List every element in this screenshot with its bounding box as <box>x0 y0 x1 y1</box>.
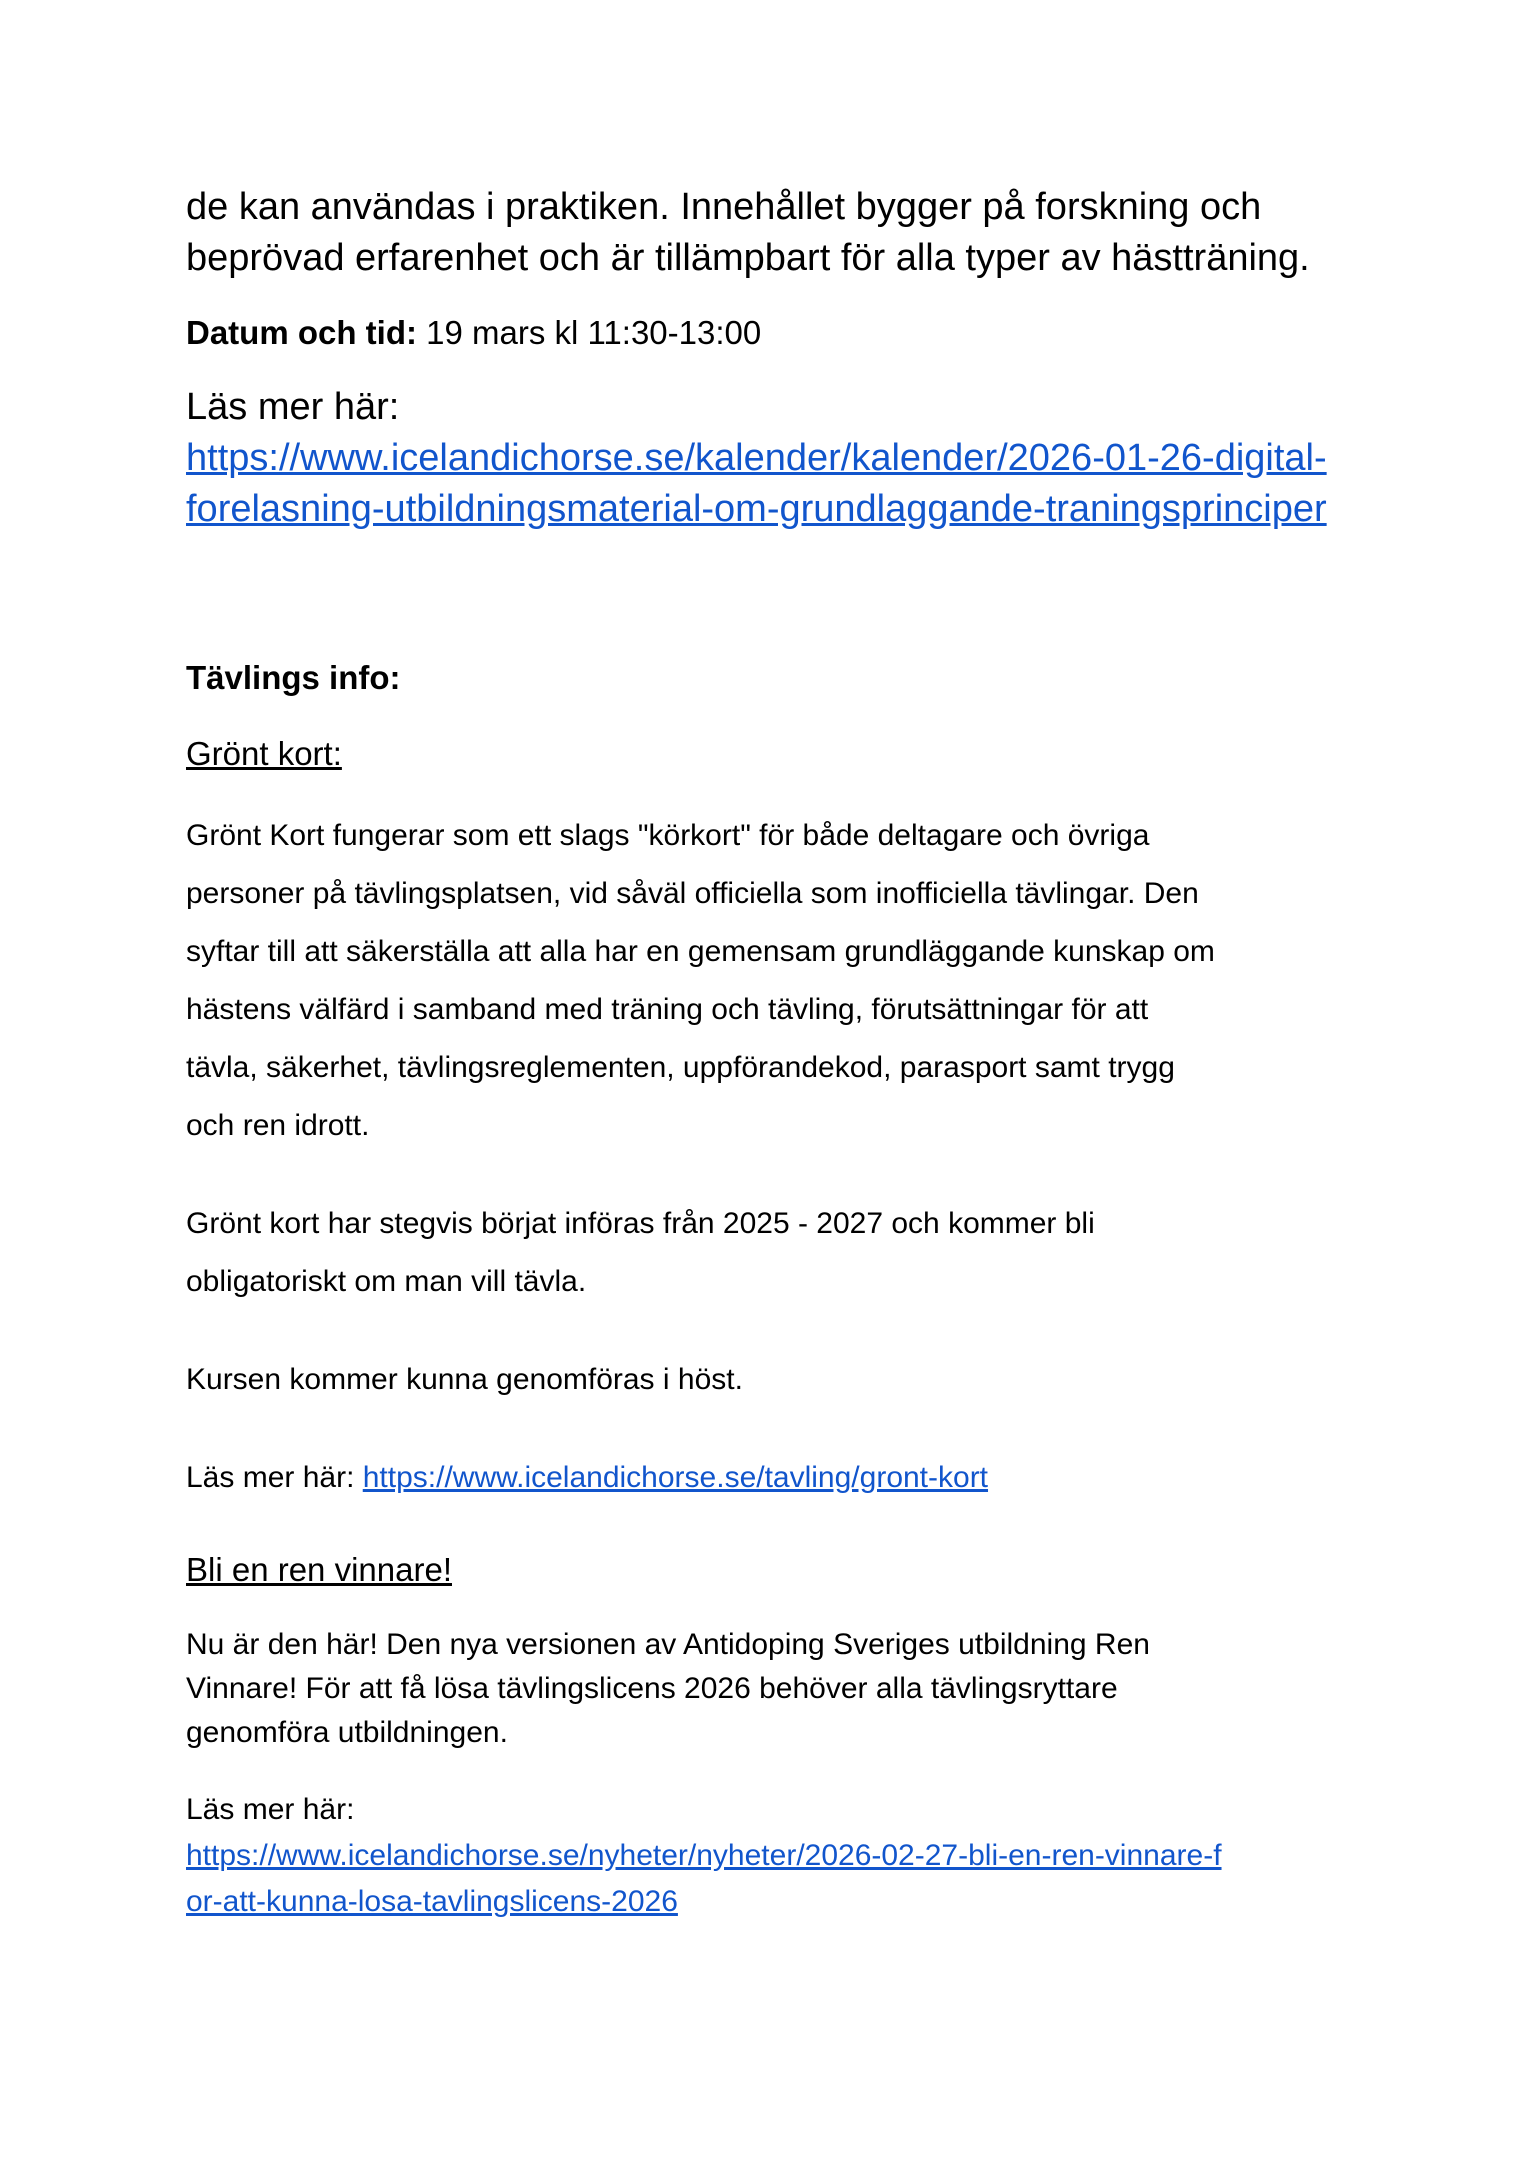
read-more-label: Läs mer här: <box>186 1461 363 1494</box>
paragraph-line: genomföra utbildningen. <box>186 1716 508 1749</box>
competition-heading: Tävlings info: <box>186 659 401 696</box>
lecture-link-line: forelasning-utbildningsmaterial-om-grundlaggande-traningsprinciper <box>186 488 1327 530</box>
paragraph-line: och ren idrott. <box>186 1109 370 1142</box>
intro-line: beprövad erfarenhet och är tillämpbart för alla typer av hästträning. <box>186 237 1310 279</box>
lecture-link[interactable] <box>186 433 1356 535</box>
paragraph-line: Kursen kommer kunna genomföras i höst. <box>186 1363 743 1396</box>
intro-line: de kan användas i praktiken. Innehållet bygger på forskning och <box>186 186 1262 228</box>
green-card-course-note <box>186 1351 1356 1409</box>
datetime-line <box>186 310 1356 356</box>
paragraph-line: Grönt Kort fungerar som ett slags "körkort" för både deltagare och övriga <box>186 819 1150 852</box>
green-card-read-more <box>186 1449 1356 1507</box>
datetime-value: 19 mars kl 11:30-13:00 <box>416 314 762 351</box>
clean-winner-paragraph <box>186 1623 1356 1755</box>
clean-winner-heading: Bli en ren vinnare! <box>186 1551 452 1588</box>
lecture-link-line: https://www.icelandichorse.se/kalender/kalender/2026-01-26-digital- <box>186 437 1327 479</box>
paragraph-line: tävla, säkerhet, tävlingsreglementen, uppförandekod, parasport samt trygg <box>186 1051 1175 1084</box>
clean-winner-read-more <box>186 1787 1356 1925</box>
green-card-heading: Grönt kort: <box>186 735 342 772</box>
paragraph-line: Nu är den här! Den nya versionen av Antidoping Sveriges utbildning Ren <box>186 1628 1150 1661</box>
green-card-intro-paragraph <box>186 1195 1356 1311</box>
paragraph-line: personer på tävlingsplatsen, vid såväl officiella som inofficiella tävlingar. Den <box>186 877 1199 910</box>
paragraph-line: hästens välfärd i samband med träning och tävling, förutsättningar för att <box>186 993 1149 1026</box>
green-card-paragraph <box>186 807 1356 1155</box>
clean-winner-link-line: or-att-kunna-losa-tavlingslicens-2026 <box>186 1885 678 1918</box>
paragraph-line: syftar till att säkerställa att alla har en gemensam grundläggande kunskap om <box>186 935 1215 968</box>
clean-winner-link-line: https://www.icelandichorse.se/nyheter/nyheter/2026-02-27-bli-en-ren-vinnare-f <box>186 1839 1222 1872</box>
datetime-label: Datum och tid: <box>186 314 417 351</box>
paragraph-line: Grönt kort har stegvis börjat införas från 2025 - 2027 och kommer bli <box>186 1207 1095 1240</box>
clean-winner-link[interactable] <box>186 1833 1356 1925</box>
paragraph-line: obligatoriskt om man vill tävla. <box>186 1265 587 1298</box>
read-more-label: Läs mer här: <box>186 1793 355 1826</box>
page-content <box>186 182 1356 1925</box>
green-card-link[interactable]: https://www.icelandichorse.se/tavling/gront-kort <box>362 1461 989 1494</box>
intro-paragraph <box>186 182 1356 284</box>
read-more-label: Läs mer här: <box>186 386 400 428</box>
read-more-lecture <box>186 382 1356 535</box>
paragraph-line: Vinnare! För att få lösa tävlingslicens 2026 behöver alla tävlingsryttare <box>186 1672 1118 1705</box>
